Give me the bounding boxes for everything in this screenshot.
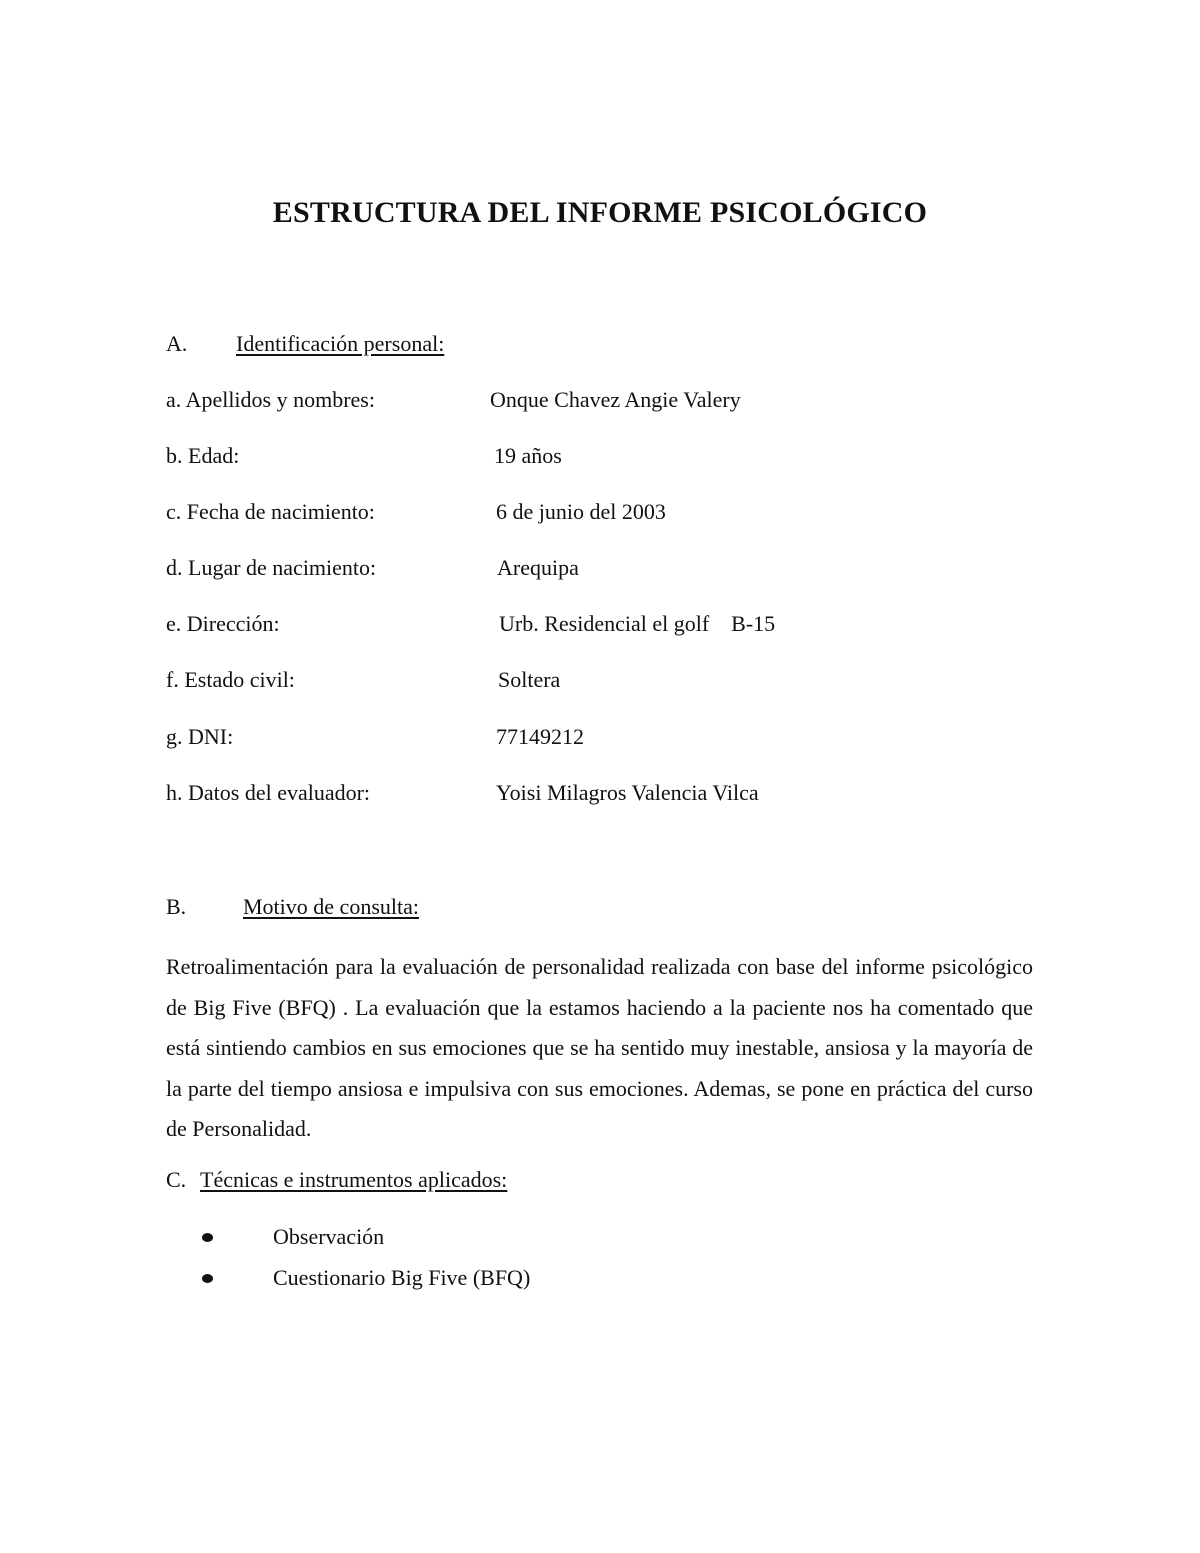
section-b-letter: B. <box>166 894 187 919</box>
field-label: b. Edad: <box>166 443 240 468</box>
field-value: Arequipa <box>497 555 579 580</box>
section-a-heading <box>166 331 444 357</box>
field-row-apellidos <box>166 387 1066 417</box>
document-title: ESTRUCTURA DEL INFORME PSICOLÓGICO <box>272 196 928 229</box>
field-row-direccion <box>166 611 1066 641</box>
field-row-lugar-nacimiento <box>166 555 1066 585</box>
field-value: 6 de junio del 2003 <box>496 499 666 524</box>
section-c-label: Técnicas e instrumentos aplicados: <box>200 1167 508 1192</box>
field-label: a. Apellidos y nombres: <box>166 387 375 412</box>
field-label: f. Estado civil: <box>166 667 295 692</box>
section-c-heading <box>166 1167 507 1193</box>
motivo-paragraph: Retroalimentación para la evaluación de personalidad realizada con base del informe psicológico de Big Five (BFQ) . La evaluación que la estamos haciendo a la paciente nos ha comentado que está sintiendo cambios en sus emociones que se ha sentido muy inestable, ansiosa y la mayoría de la parte del tiempo ansiosa e impulsiva con sus emociones. Ademas, se pone en práctica del curso de Personalidad. <box>166 954 1033 1141</box>
field-value: Urb. Residencial el golf B-15 <box>499 611 776 636</box>
bullet-icon <box>202 1233 213 1242</box>
field-row-evaluador <box>166 780 1066 810</box>
field-row-edad <box>166 443 1066 473</box>
field-row-dni <box>166 724 1066 754</box>
field-label: d. Lugar de nacimiento: <box>166 555 377 580</box>
field-value: Soltera <box>498 667 561 692</box>
bullet-icon <box>202 1274 213 1283</box>
field-value: 19 años <box>494 443 562 468</box>
field-value: Yoisi Milagros Valencia Vilca <box>496 780 759 805</box>
field-value: Onque Chavez Angie Valery <box>490 387 741 412</box>
field-label: h. Datos del evaluador: <box>166 780 371 805</box>
section-a-letter: A. <box>166 331 188 356</box>
section-b-label: Motivo de consulta: <box>243 894 419 919</box>
field-label: c. Fecha de nacimiento: <box>166 499 375 524</box>
field-label: e. Dirección: <box>166 611 280 636</box>
field-label: g. DNI: <box>166 724 234 749</box>
section-b-heading <box>166 894 419 920</box>
field-row-fecha-nacimiento <box>166 499 1066 529</box>
list-item-text: Observación <box>273 1224 385 1249</box>
field-value: 77149212 <box>496 724 584 749</box>
list-item-text: Cuestionario Big Five (BFQ) <box>273 1265 531 1290</box>
section-a-label: Identificación personal: <box>236 331 445 356</box>
field-row-estado-civil <box>166 667 1066 697</box>
section-c-letter: C. <box>166 1167 187 1192</box>
